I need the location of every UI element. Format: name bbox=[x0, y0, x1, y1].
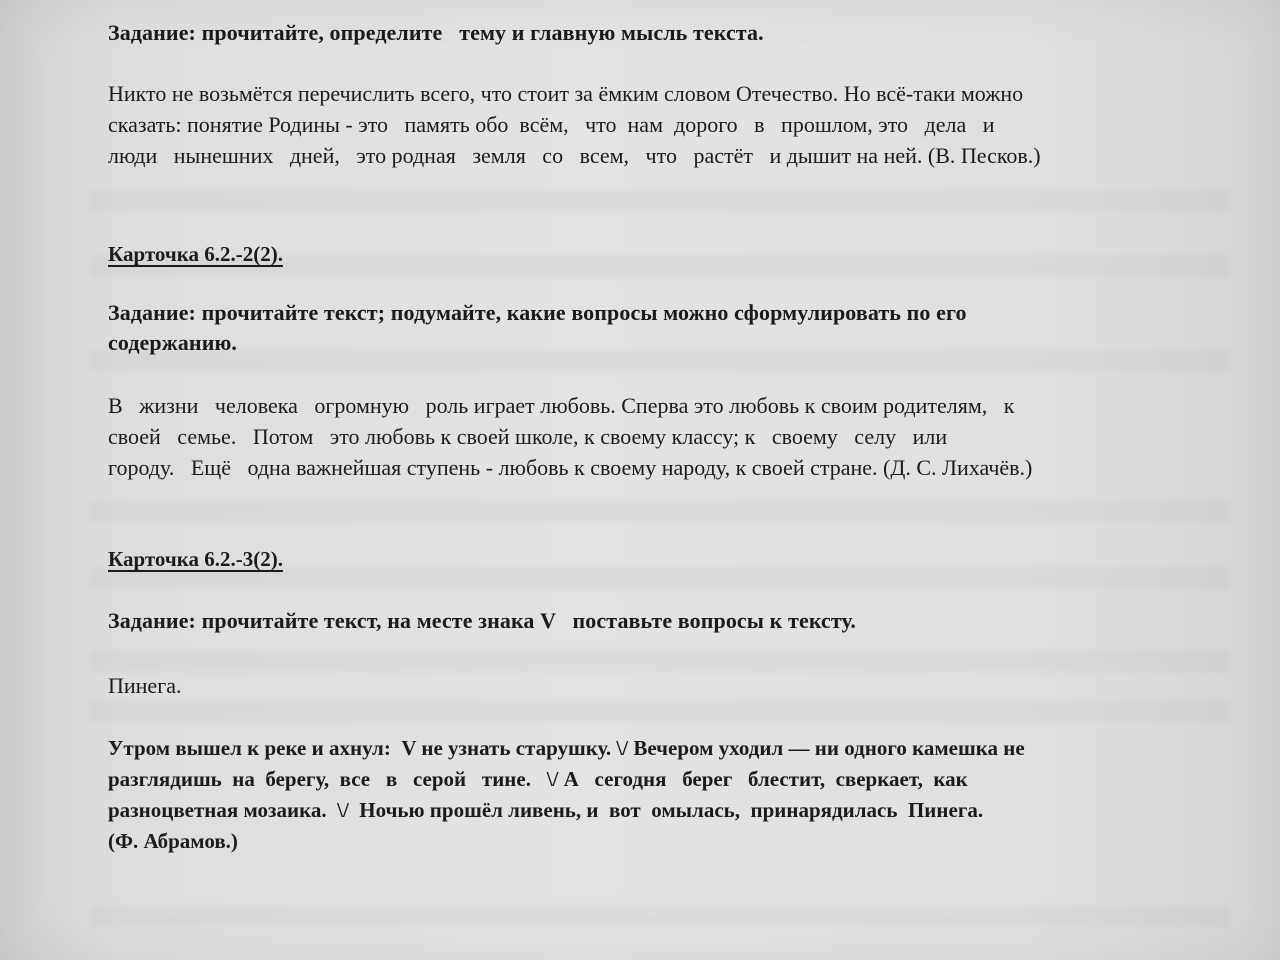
card-3-task-block bbox=[108, 606, 1258, 636]
card-3-heading: Пинега. bbox=[108, 673, 182, 698]
bleed-through-line bbox=[90, 190, 1230, 212]
card-2-text-block bbox=[108, 390, 1258, 483]
card-2-text: В жизни человека огромную роль играет любовь. Сперва это любовь к своим родителям, к своей семье. Потом это любовь к своей школе, к своему классу; к своему селу или городу. Ещё одна важнейшая ступень - любовь к своему народу, к своей стране. (Д. С. Лихачёв.) bbox=[108, 393, 1033, 480]
bleed-through-line bbox=[90, 905, 1230, 927]
bleed-through-line bbox=[90, 500, 1230, 522]
card-3-task: Задание: прочитайте текст, на месте знака V поставьте вопросы к тексту. bbox=[108, 608, 857, 633]
card-2-task-block bbox=[108, 298, 1258, 358]
card-3-title: Карточка 6.2.-3(2). bbox=[108, 547, 283, 571]
task-1-text-block bbox=[108, 78, 1258, 171]
card-2-header bbox=[108, 239, 1258, 269]
card-3-heading-block bbox=[108, 670, 1258, 701]
card-2-title: Карточка 6.2.-2(2). bbox=[108, 242, 283, 266]
card-3-text-block bbox=[108, 733, 1258, 857]
task-1-text: Никто не возьмётся перечислить всего, что стоит за ёмким словом Отечество. Но всё-таки можно сказать: понятие Родины - это память обо всём, что нам дорого в прошлом, это дела и люди нынешних дней, это родная земля со всем, что растёт и дышит на ней. (В. Песков.) bbox=[108, 81, 1041, 168]
bleed-through-line bbox=[90, 650, 1230, 672]
bleed-through-line bbox=[90, 700, 1230, 722]
task-1-section bbox=[108, 18, 1258, 48]
task-1-title: Задание: прочитайте, определите тему и главную мысль текста. bbox=[108, 20, 764, 45]
card-3-header bbox=[108, 544, 1258, 574]
card-3-text: Утром вышел к реке и ахнул: V не узнать старушку. \/ Вечером уходил — ни одного камешка не разглядишь на берегу, все в серой тине. \/ А сегодня берег блестит, сверкает, как разноцветная мозаика. \/ Ночью прошёл ливень, и вот омылась, принарядилась Пинега. (Ф. Абрамов.) bbox=[108, 736, 1025, 853]
card-2-task: Задание: прочитайте текст; подумайте, какие вопросы можно сформулировать по его содержанию. bbox=[108, 300, 967, 355]
